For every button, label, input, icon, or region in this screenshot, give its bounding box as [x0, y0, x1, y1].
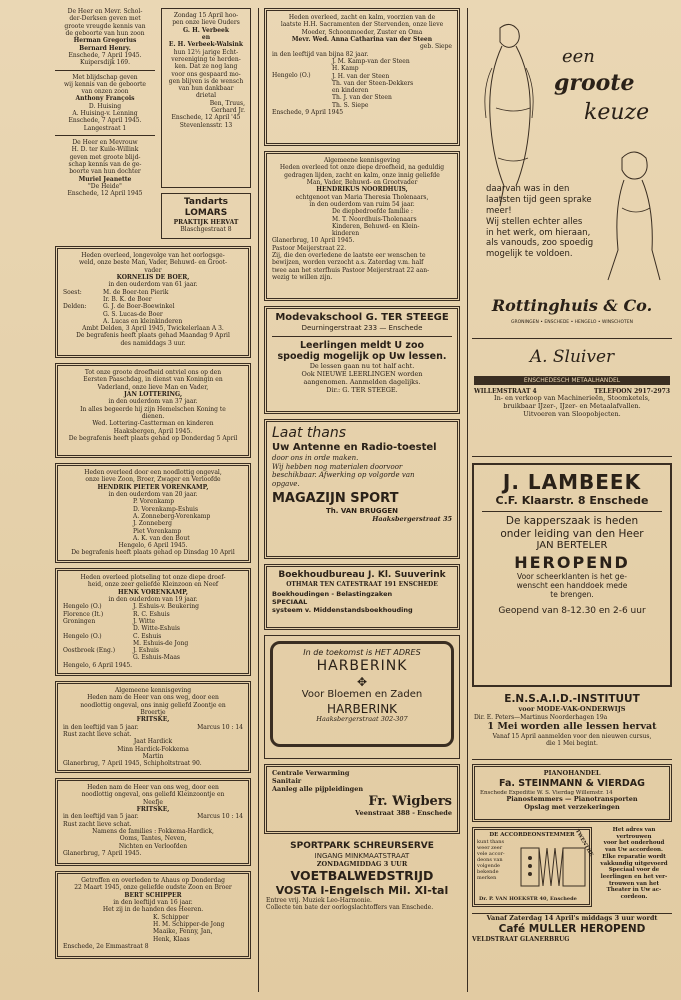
obituary-text: Heden overleed, zacht en kalm, voorzien van de laatste H.H. Sacramenten der Stervenden, onze lieve Moeder, Schoonmoeder, Zuster en Oma	[280, 14, 444, 36]
ad-entry: Entree vrij. Muziek Leo-Harmonie.	[266, 897, 372, 905]
obituary-name: JAN LOTTERING,	[123, 390, 183, 398]
ad-body: door ons in orde maken. Wij hebben nog materialen doorvoor beschikbaar. Afwerking op volgorde van opgave.	[272, 454, 415, 488]
ad-teams: VOSTA I-Engelsch Mil. XI-tal	[275, 883, 449, 897]
dentist-address: Blaschgestraat 8	[180, 226, 232, 234]
dentist-ad	[161, 193, 251, 239]
birth-notice-1-name: Herman Gregorius Bernard Henry.	[73, 37, 137, 52]
obituary-age: in den leeftijd van bijna 82 jaar.	[272, 50, 369, 58]
radio-repair-ad	[264, 419, 460, 559]
ad-body: daarvan was in den laatsten tijd geen sprake meer! Wij stellen echter alles in het werk, om hieraan, als vanouds, zoo spoedig mogelijk te voldoen.	[486, 184, 594, 260]
ad-category: PIANOHANDEL	[543, 769, 601, 777]
obituary-date: Haaksbergen, April 1945. De begrafenis heeft plaats gehad op Donderdag 5 April	[68, 427, 238, 442]
ad-banner	[474, 376, 670, 385]
obituary-fritske-2	[55, 778, 251, 866]
ad-address: C.F. Klaarstr. 8 Enschede	[495, 494, 649, 508]
ad-director: Dir. E. Peters—Martinus Noorderhagen 19a	[474, 713, 608, 721]
obituary-schipper	[55, 871, 251, 959]
obituary-name: BERT SCHIPPER	[124, 891, 182, 899]
obituary-name: FRITSKE,	[136, 716, 170, 724]
obituary-text: Heden nam de Heer van ons weg, door een noodlottig ongeval, ons geliefd Kleinzoontje en Neefje	[81, 784, 225, 806]
obituary-de-boer	[55, 246, 251, 358]
ad-address: Deurningerstraat 233 — Enschede	[301, 324, 423, 333]
column-rule	[467, 8, 468, 992]
obituary-date: Hengelo, 6 April 1945. De begrafenis heeft plaats gehad op Dinsdag 10 April	[71, 542, 235, 557]
ad-address: Haaksbergerstraat 35	[372, 514, 452, 523]
obituary-text: Tot onze groote droefheid ontviel ons op den Eersten Paaschdag, in dienst van Koningin en Vaderland, onze lieve Man en Vader,	[83, 369, 223, 391]
ad-shop-name: MAGAZIJN SPORT	[272, 491, 399, 507]
ad-address: Dr. P. VAN HOEKSTR 40, Enschede	[479, 895, 577, 902]
ornament-icon: ✥	[356, 674, 368, 689]
ad-owner: Th. VAN BRUGGEN	[325, 507, 399, 516]
obituary-family: K. Schipper H. M. Schipper-de Jong Maaike, Fenny, Jan, Henk, Klaas	[153, 913, 225, 943]
ad-entrance: INGANG MINKMAATSTRAAT	[314, 851, 410, 860]
dentist-subtitle: PRAKTIJK HERVAT	[173, 218, 239, 226]
obituary-place: Hengelo (O.)	[272, 71, 311, 79]
ad-brand-2: HARBERINK	[326, 701, 398, 716]
birth-notice-3-name: Muriel Jeanette	[78, 175, 132, 183]
accordeon-ad	[472, 827, 672, 913]
divider	[55, 135, 155, 136]
ad-brand: A. Sluiver	[529, 347, 615, 367]
obituary-family: J. M. Kamp-van der Steen H. Kamp J. H. van der Steen Th. van der Steen-Dekkers en kinderen Th. J. van der Steen Th. S. Siepe	[332, 57, 414, 109]
ad-address: WILLEMSTRAAT 4	[474, 388, 537, 396]
ad-time: ZONDAGMIDDAG 3 UUR	[316, 859, 408, 868]
obituary-date: Enschede, 2e Emmastraat 8	[63, 942, 149, 950]
divider	[272, 336, 452, 337]
obituary-hendrik-vorenkamp	[55, 463, 251, 563]
ad-body: De lessen gaan nu tot half acht. Ook NIEUWE LEERLINGEN worden aangenomen. Aanmelden dagelijks. Dir.: G. TER STEEGE.	[301, 361, 423, 394]
obituary-family: De diepbedroefde familie : M. T. Noordhuis-Tholenaars Kinderen, Behuwd- en Klein- kinderen	[332, 208, 420, 238]
ad-venue: SPORTPARK SCHREURSERVE	[290, 841, 434, 851]
ad-note: Voor scheerklanten is het ge- wenscht een handdoek mede te brengen.	[516, 572, 628, 600]
anniversary-signature: Ben, Truus, Gerhard Jr.	[209, 99, 245, 115]
ad-brand: Fa. STEINMANN & VIERDAG	[499, 777, 645, 789]
obituary-age: in den ouderdom van 19 jaar.	[108, 595, 198, 603]
ad-headline: VOETBALWEDSTRIJD	[290, 868, 434, 884]
ad-brand: J. LAMBEEK	[502, 470, 642, 494]
obituary-age: in den leeftijd van 16 jaar. Het zij in de handen des Heeren.	[102, 898, 204, 914]
ad-subtitle: voor MODE-VAK-ONDERWIJS	[518, 704, 626, 713]
obituary-date: Hengelo, 6 April 1945.	[63, 661, 133, 669]
obituary-maiden-name: geb. Siepe	[419, 43, 452, 51]
column-rule	[258, 8, 259, 992]
obituary-text: Heden overleed plotseling tot onze diepe droef- heid, onze zeer geliefde Kleinzoon en Neef	[80, 574, 226, 589]
anniversary-intro: Zondag 15 April hoo- pen onze lieve Ouders	[172, 12, 240, 27]
obituary-age: in den leeftijd van 5 jaar. Rust zacht lieve schat.	[63, 723, 139, 738]
ad-title: DE ACCORDEONSTEMMER	[489, 832, 575, 838]
obituary-text: Algemeene kennisgeving Heden overleed tot onze diepe droefheid, na geduldig gedragen lijden, zacht en kalm, onze innig geliefde Man, Vader, Behuwd- en Grootvader	[279, 157, 445, 186]
obituary-text: Getroffen en overleden te Ahaus op Donderdag 22 Maart 1945, onze geliefde oudste Zoon en Broer	[74, 877, 232, 892]
obituary-henk-vorenkamp	[55, 568, 251, 676]
anniversary-text: hun 12½ jarige Echt- vereeniging te herden- ken. Dat ze nog lang voor ons gespaard mo- gen blijven is de wensch van hun dankbaar drietal	[168, 48, 244, 100]
birth-notice-2-text: Met blijdschap geven wij kennis van de geboorte van onzen zoon	[64, 73, 146, 96]
birth-notice-2-parents: D. Huising A. Huising-v. Lenning Enschede, 7 April 1945. Langestraat 1	[68, 102, 142, 132]
divider	[482, 511, 662, 512]
column-middle	[264, 8, 460, 931]
obituary-text: Algemeene kennisgeving Heden nam de Heer van ons weg, door een noodlottig ongeval, ons innig geliefd Zoontje en Broertje	[80, 687, 226, 716]
obituary-verse: Marcus 10 : 14	[197, 813, 243, 821]
obituary-text: Heden overleed door een noodlottig ongeval, onze lieve Zoon, Broer, Zwager en Verloofde	[84, 469, 222, 484]
ad-services: Centrale Verwarming Sanitair Aanleg alle pijpleidingen	[272, 769, 364, 793]
obituary-family: Jaat Hardick Minn Hardick-Fokkema Martin	[117, 738, 189, 760]
obituary-name: Mevr. Wed. Anna Catharina van der Steen	[291, 35, 433, 43]
ad-address: Enschede Expeditie W. S. Vierdag Willemstr. 14	[480, 789, 613, 796]
modevakschool-ad	[264, 306, 460, 414]
obituary-name: HENDRIKUS NOORDHUIS,	[316, 186, 408, 194]
birth-notice-3-date: "De Heide" Enschede, 12 April 1945	[67, 182, 143, 198]
obituary-verse: Marcus 10 : 14	[197, 723, 243, 731]
piano-ad	[472, 764, 672, 822]
obituary-family: P. Vorenkamp D. Vorenkamp-Eshuis A. Zonneberg-Vorenkamp J. Zonneberg Piet Vorenkamp A. K. van den Bout	[133, 498, 211, 542]
accordion-illustration	[519, 842, 589, 892]
wigbers-ad	[264, 764, 460, 834]
obituary-age: in den ouderdom van 37 jaar. In alles begeerde hij zijn Hemelschen Koning te dienen.	[80, 398, 226, 420]
ad-body: De kapperszaak is heden onder leiding van den Heer	[500, 514, 644, 540]
birth-notice-3-text: De Heer en Mevrouw H. D. ter Kuile-Willink geven met groote blijd- schap kennis van de ge- boorte van hun dochter	[68, 139, 142, 176]
ad-name: JAN BERTELER	[536, 540, 608, 552]
obituary-date: Glanerbrug, 7 April 1945.	[63, 849, 142, 857]
ad-phone: TELEFOON 2917-2973	[593, 388, 670, 396]
harberink-ad	[264, 635, 460, 759]
ad-brand: HARBERINK	[316, 657, 408, 674]
obituary-date: Ambt Delden, 3 April 1945, Twickelerlaan A 3. De begrafenis heeft plaats gehad Maandag 9 April des namiddags 3 uur.	[76, 325, 230, 347]
ensaid-ad	[472, 692, 672, 760]
obituary-date: Glanerbrug, 7 April 1945, Schipholtstraat 90.	[63, 760, 202, 768]
accordeon-box	[472, 827, 595, 907]
ad-banner-text: ENSCHEDESCH METAALHANDEL	[523, 376, 621, 384]
anniversary-notice	[161, 8, 251, 188]
obituary-fritske-1	[55, 681, 251, 773]
ad-address: OTHMAR TEN CATESTRAAT 191 ENSCHEDE	[286, 580, 438, 588]
dentist-title: Tandarts LOMARS	[183, 197, 229, 218]
obituary-date: Glanerbrug, 10 April 1945. Pastoor Meijerstraat 22.	[272, 237, 355, 252]
column-family-notices	[55, 8, 251, 964]
bookkeeping-ad	[264, 564, 460, 630]
obituary-places: Hengelo (O.) Florence (It.) Groningen Hengelo (O.) Oostbroek (Eng.)	[63, 603, 116, 655]
obituary-family: Wed. Lottering-Castterman en kinderen	[92, 420, 214, 428]
obituary-noordhuis	[264, 151, 460, 301]
sluiver-ad	[472, 339, 672, 457]
obituary-age: echtgenoot van Maria Theresia Tholenaars, in den ouderdom van ruim 54 jaar.	[295, 193, 429, 208]
obituary-van-der-steen	[264, 8, 460, 146]
ad-address: VELDSTRAAT GLANERBRUG	[472, 935, 570, 943]
ad-brand: Rottinghuis & Co.	[491, 296, 653, 315]
ad-intro: Laat thans	[272, 425, 347, 441]
obituary-name: HENDRIK PIETER VORENKAMP,	[97, 483, 209, 491]
ad-headline: Café MULLER HEROPEND	[498, 922, 646, 935]
ad-headline: 1 Mei worden alle lessen hervat	[487, 721, 657, 733]
obituary-age: in den ouderdom van 20 jaar.	[108, 490, 198, 498]
obituary-age: in den leeftijd van 5 jaar. Rust zacht lieve schat.	[63, 813, 139, 828]
lambeek-ad	[472, 463, 672, 687]
obituary-places: Soest: Delden:	[63, 288, 87, 311]
ad-title: Boekhoudbureau J. Kl. Suuverink	[278, 570, 446, 580]
ad-title: E.N.S.A.I.D.-INSTITUUT	[504, 693, 640, 705]
ad-collection: Collecte ten bate der oorlogslachtoffers van Enschede.	[266, 904, 434, 912]
ad-locations: GRONINGEN • ENSCHEDE • HENGELO • WINSCHOTEN	[510, 320, 634, 325]
football-match-ad	[264, 839, 460, 931]
ad-body: kunt thans weer zeer vele accor- deons van volgende bekende merken	[477, 838, 505, 882]
anniversary-date: Enschede, 12 April '45 Stevenlensstr. 13	[171, 114, 241, 129]
ad-headline: Voor Bloemen en Zaden	[301, 689, 423, 701]
divider	[55, 70, 155, 71]
ad-body: Boekhoudingen - Belastingzaken SPECIAAL systeem v. Middenstandsboekhouding	[272, 590, 413, 615]
obituary-name: KORNELIS DE BOER,	[116, 273, 190, 281]
cafe-muller-ad	[472, 913, 672, 943]
birth-notice-1-date: Enschede, 7 April 1945. Kuipersdijk 169.	[68, 51, 142, 67]
ad-headline: HEROPEND	[514, 552, 630, 572]
obituary-name: HENK VORENKAMP,	[118, 588, 188, 596]
ad-word-groote: groote	[554, 70, 635, 96]
ad-word-een: een	[562, 46, 595, 67]
obituary-family: J. Eshuis-v. Beukering R. C. Eshuis J. Witte D. Witte-Eshuis C. Eshuis M. Eshuis-de Jong J. Eshuis G. Eshuis-Maas	[133, 603, 199, 662]
ad-title: Modevakschool G. TER STEEGE	[275, 312, 449, 323]
ad-intro: In de toekomst is HET ADRES	[303, 648, 421, 657]
ad-body: In- en verkoop van Machinerieën, Stoomketels, bruikbaar IJzer-, IJzer- en Metaalafvallen. Uitvoeren van Sloopobjecten.	[494, 394, 650, 419]
ad-headline: Uw Antenne en Radio-toestel	[272, 442, 437, 454]
obituary-name: FRITSKE,	[136, 805, 170, 813]
obituary-date: Enschede, 9 April 1945	[272, 109, 344, 117]
obituary-funeral-note: Zij, die den overledene de laatste eer wenschen te bewijzen, worden verzocht a.s. Zaterdag v.m. half twee aan het sterfhuis Pastoor Meijerstraat 22 aan- wezig te willen zijn.	[272, 252, 430, 281]
ad-brand-label: TWENTHE	[573, 828, 595, 858]
rottinghuis-ad	[472, 8, 672, 339]
obituary-family: M. de Boer-ten Pierik Ir. B. K. de Boer G. J. de Boer-Boewinkel G. S. Lucas-de Boer A. Lucas en kleinkinderen	[103, 288, 183, 325]
birth-notices	[55, 8, 155, 244]
ad-side-text: Het adres van vertrouwen voor het onderhoud van Uw accordeon. Elke reparatie wordt vakkundig uitgevoerd Speciaal voor de leerlingen en het ver- trouwen van het Theater in Uw ac- cordeon.	[600, 827, 668, 901]
birth-notice-2-name: Anthony François	[75, 95, 135, 103]
ad-intro: Vanaf Zaterdag 14 April's middags 3 uur wordt	[486, 914, 658, 922]
ad-name: Fr. Wigbers	[368, 793, 452, 809]
ad-hours: Geopend van 8-12.30 en 2-6 uur	[498, 605, 646, 616]
obituary-family: Namens de families : Fokkema-Hardick, Ooms, Tantes, Neven, Nichten en Verloofden	[92, 827, 214, 850]
ad-body: Vanaf 15 April aanmelden voor den nieuwen cursus, die 1 Mei begint.	[492, 732, 652, 747]
ad-address: Veenstraat 388 - Enschede	[355, 808, 452, 817]
anniversary-names: G. H. Verbeek en E. H. Verbeek-Walsink	[168, 26, 244, 49]
ad-headline: Leerlingen meldt U zoo spoedig mogelijk op Uw lessen.	[277, 339, 447, 363]
column-ads	[472, 8, 672, 943]
ad-word-keuze: keuze	[584, 100, 650, 125]
ad-services: Pianostemmers — Pianotransporten Opslag met verzekeringen	[506, 795, 638, 812]
obituary-text: Heden overleed, longevolge van het oorlogsge- weld, onze beste Man, Vader, Behuwd- en Groot- vader	[78, 252, 228, 274]
obituary-age: in den ouderdom van 61 jaar.	[108, 281, 198, 289]
obituary-lottering	[55, 363, 251, 458]
birth-notice-1-text: De Heer en Mevr. Schol- der-Derksen geven met groote vreugde kennis van de geboorte van hun zoon	[64, 8, 146, 37]
ad-address: Haaksbergerstraat 302-307	[316, 715, 408, 724]
